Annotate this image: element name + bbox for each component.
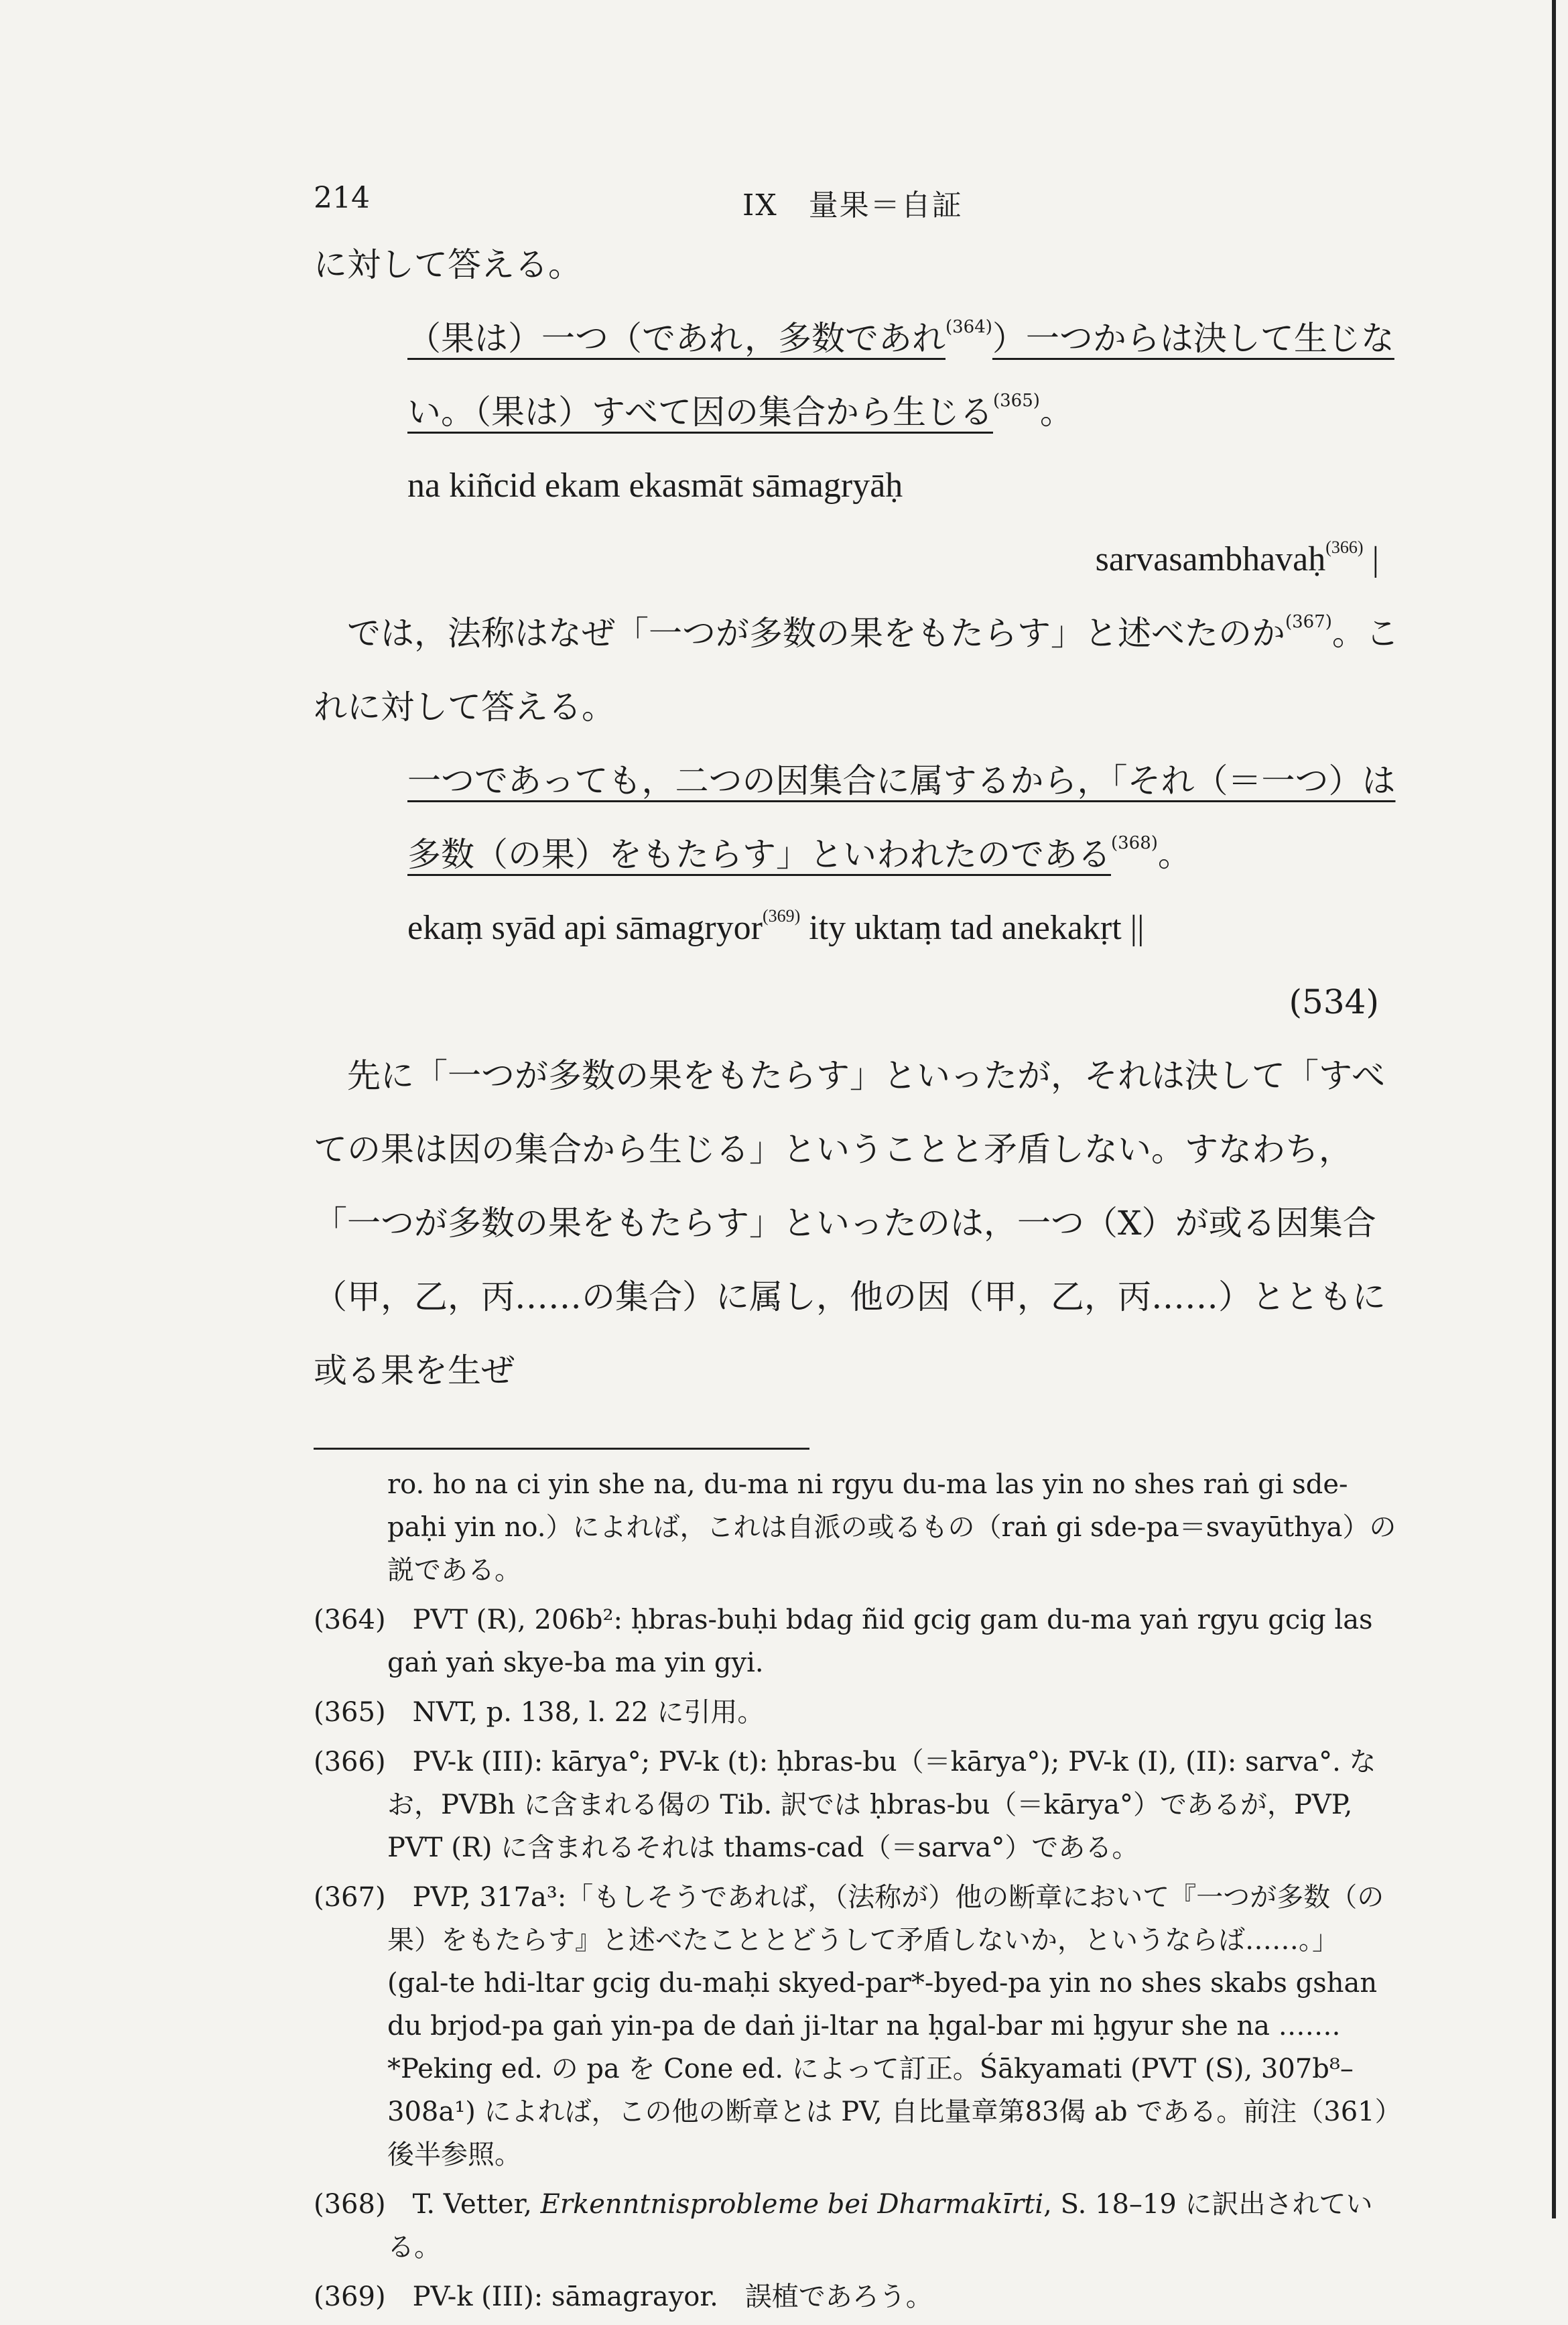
paragraph-3: 先に「一つが多数の果をもたらす」といったが，それは決して「すべての果は因の集合から生じる」ということと矛盾しない。すなわち，「一つが多数の果をもたらす」といったのは，一つ（X）が或る因集合（甲，乙，丙……の集合）に属し，他の因（甲，乙，丙……）とともに或る果を生ぜ (314, 1056, 1386, 1390)
verse-number: (534) (1289, 983, 1379, 1021)
footnote-ref-365: (365) (993, 391, 1040, 411)
footnote-text: , S. 18–19 に訳出されている。 (387, 2189, 1373, 2263)
page-number: 214 (314, 181, 370, 215)
footnote-368 (314, 2183, 1399, 2269)
footnote-369 (314, 2275, 1399, 2318)
verse-2-translation (314, 744, 1399, 891)
footnote-ref-368: (368) (1111, 833, 1158, 853)
footnote-364 (314, 1598, 1399, 1684)
footnote-text: PVP, 317a³:「もしそうであれば，（法称が）他の断章において『一つが多数（の果）をもたらす』と述べたこととどうして矛盾しないか，というならば……。」(gal-te hdi-ltar gcig du-maḥi skyed-par*-byed-pa yin no shes skabs gshan du brjod-pa gaṅ yin-pa de daṅ ji-ltar na ḥgal-bar mi ḥgyur she na ……. *Peking ed. の pa を Cone ed. によって訂正。Śākyamati (PVT (S), 307b⁸–308a¹) によれば，この他の断章とは PV, 自比量章第83偈 ab である。前注（361）後半参照。 (387, 1882, 1388, 2170)
footnote-ref-366: (366) (1325, 538, 1364, 557)
footnotes (314, 1463, 1399, 2318)
footnote-number: (365) (314, 1697, 386, 1728)
footnote-ref-364: (364) (945, 317, 992, 337)
footnote-number: (367) (314, 1882, 386, 1913)
footnote-ref-367: (367) (1285, 612, 1332, 632)
footnote-number: (368) (314, 2189, 386, 2220)
verse-2-end: 。 (1157, 835, 1191, 874)
paragraph-2 (314, 596, 1399, 744)
footnote-number: (364) (314, 1605, 386, 1635)
verse-1-translation (314, 302, 1399, 449)
verse-1-text-a: （果は）一つ（であれ，多数であれ (407, 319, 945, 358)
verse-2-text: 一つであっても，二つの因集合に属するから，「それ（＝一つ）は多数（の果）をもたらす」といわれたのである (407, 761, 1396, 874)
verse-1-text-b: ）一つからは決して生じない。（果は）すべて因の集合から生じる (407, 319, 1394, 432)
footnote-continuation: ro. ho na ci yin she na, du-ma ni rgyu du-ma las yin no shes raṅ gi sde-paḥi yin no.）によれば，これは自派の或るもの（raṅ gi sde-pa＝svayūthya）の説である。 (387, 1469, 1396, 1586)
sanskrit-verse-1-word: sarvasambhavaḥ (1095, 540, 1326, 578)
paragraph-1: に対して答える。 (314, 245, 582, 284)
sanskrit-verse-2-text-a: ekaṃ syād api sāmagryor (407, 909, 763, 947)
footnote-text: PV-k (III): kārya°; PV-k (t): ḥbras-bu（＝kārya°); PV-k (I), (II): sarva°. なお，PVBh に含まれる偈の Tib. 訳では ḥbras-bu（＝kārya°）であるが，PVP, PVT (R) に含まれるそれは thams-cad（＝sarva°）である。 (387, 1747, 1376, 1863)
running-title: IX 量果＝自証 (742, 188, 963, 223)
paragraph-2-text-b: 。これに対して答える。 (314, 614, 1399, 727)
footnote-366 (314, 1741, 1399, 1869)
sanskrit-verse-1-line-2 (314, 523, 1399, 596)
sanskrit-verse-1-end: | (1363, 540, 1379, 578)
footnote-text: NVT, p. 138, l. 22 に引用。 (412, 1697, 765, 1728)
sanskrit-verse-2 (314, 891, 1399, 965)
page (314, 181, 1399, 2325)
footnote-367 (314, 1876, 1399, 2176)
footnote-text: T. Vetter, (412, 2189, 541, 2220)
cited-book-title: Erkenntnisprobleme bei Dharmakīrti (540, 2189, 1044, 2220)
sanskrit-verse-2-text-b: ity uktaṃ tad anekakṛt || (800, 909, 1145, 947)
verse-1-end: 。 (1039, 393, 1073, 432)
footnote-number: (369) (314, 2281, 386, 2312)
sanskrit-verse-1-line-1: na kiñcid ekam ekasmāt sāmagryāḥ (407, 466, 903, 505)
scan-edge (1552, 0, 1556, 2218)
footnote-number: (366) (314, 1747, 386, 1777)
footnote-ref-369: (369) (762, 906, 801, 926)
page-header (314, 181, 1399, 228)
footnote-365 (314, 1691, 1399, 1734)
footnote-text: PVT (R), 206b²: ḥbras-buḥi bdag ñid gcig gam du-ma yaṅ rgyu gcig las gaṅ yaṅ skye-ba ma yin gyi. (387, 1605, 1373, 1678)
footnote-rule (314, 1448, 809, 1450)
paragraph-2-text-a: では，法称はなぜ「一つが多数の果をもたらす」と述べたのか (347, 614, 1285, 653)
footnote-text: PV-k (III): sāmagrayor. 誤植であろう。 (412, 2281, 933, 2312)
